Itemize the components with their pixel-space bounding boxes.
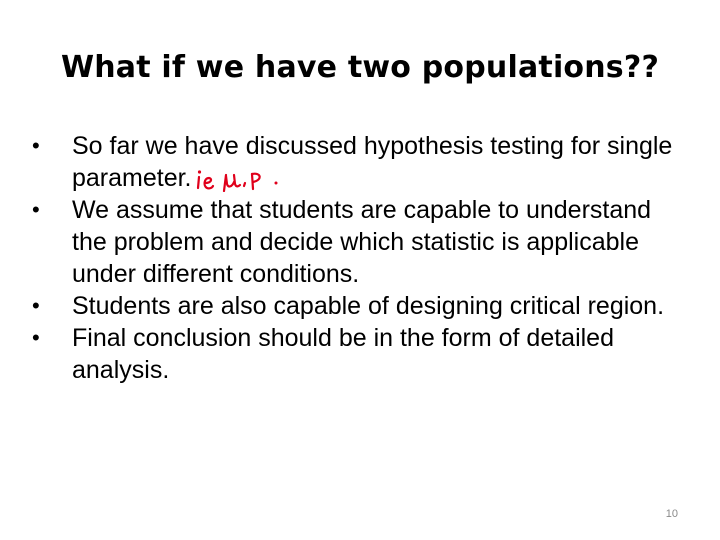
- bullet-marker: •: [32, 325, 40, 350]
- bullet-text: Final conclusion should be in the form of detailed analysis.: [72, 324, 614, 384]
- bullet-text: Students are also capable of designing critical region.: [72, 292, 665, 320]
- bullet-marker: •: [32, 197, 40, 222]
- slide-number: 10: [665, 508, 678, 520]
- bullet-text: So far we have discussed hypothesis testing for single parameter.: [72, 132, 673, 192]
- bullet-item: [32, 130, 692, 194]
- bullet-item: [32, 194, 692, 290]
- bullet-marker: •: [32, 293, 40, 318]
- bullet-text: We assume that students are capable to understand the problem and decide which statistic is applicable under different conditions.: [72, 196, 652, 288]
- bullet-item: [32, 322, 692, 386]
- bullet-marker: •: [32, 133, 40, 158]
- handwritten-annotation: [194, 166, 312, 192]
- slide-title: What if we have two populations??: [60, 50, 660, 85]
- bullet-item: [32, 290, 692, 322]
- bullet-list: [32, 130, 692, 386]
